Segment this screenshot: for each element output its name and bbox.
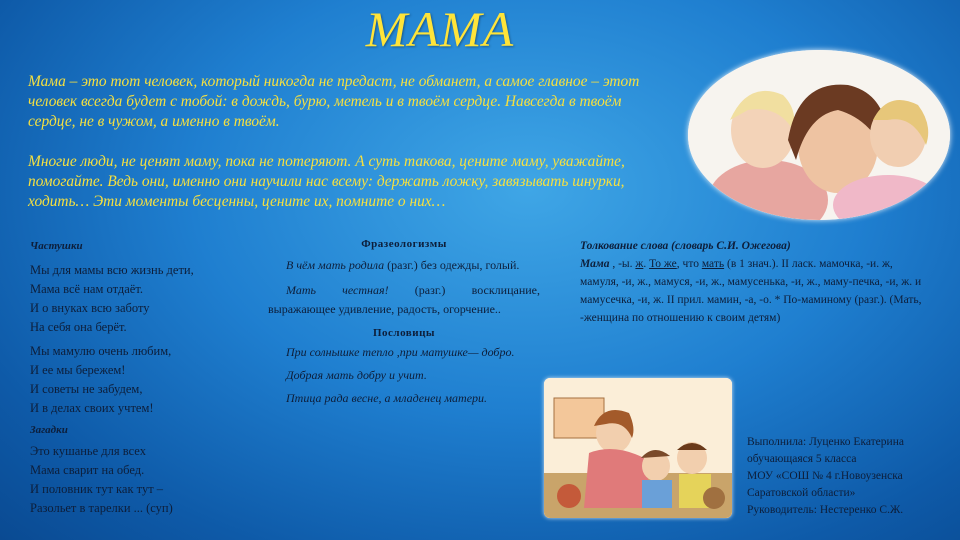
zagadki-heading: Загадки [30, 424, 68, 436]
proverb-3: Птица рада весне, а младенец матери. [286, 391, 488, 405]
riddle-line: Это кушанье для всех [30, 444, 146, 458]
dictionary-heading: Толкование слова (словарь С.И. Ожегова) [580, 240, 791, 252]
verse-line: Мы для мамы всю жизнь дети, [30, 263, 194, 277]
entry-link-same: То же [649, 258, 677, 270]
entry-link-gender: ж [635, 258, 644, 270]
poslovitsy-heading: Пословицы [372, 327, 436, 339]
dictionary-entry [580, 255, 925, 327]
entry-text: (в 1 знач.). II ласк. мамочка, -и. ж, мамуля, -и, ж., мамуся, -и, ж., мамусенька, -и, ж., маму-печка, -и, ж. и мамусечка, -и, ж. II прил. мамин, -а, -о. * По-маминому (разг.). (Мать, -женщина по отношению к своим детям) [580, 258, 922, 324]
proverb-2: Добрая мать добру и учит. [286, 368, 427, 382]
zagadki-riddle [30, 442, 262, 518]
page-title: МАМА [365, 1, 515, 57]
verse-line: На себя она берёт. [30, 320, 127, 334]
entry-text: , что [676, 258, 702, 270]
chastushki-column [30, 240, 262, 518]
entry-text: . [643, 258, 650, 270]
author-line: Руководитель: Нестеренко С.Ж. [747, 504, 904, 516]
idiom-2-phrase: Мать честная! [286, 283, 389, 297]
idiom-2-meaning: (разг.) восклицание, выражающее удивление, радость, огорчение.. [268, 283, 540, 316]
idiom-1 [268, 256, 540, 275]
idiom-1-meaning: (разг.) без одежды, голый. [384, 258, 520, 272]
dictionary-word: Мама [580, 258, 610, 270]
idiom-2 [268, 281, 540, 319]
riddle-line: Разольет в тарелки ... (суп) [30, 501, 173, 515]
intro-paragraph-1: Мама – это тот человек, который никогда не предаст, не обманет, а самое главное – этот человек всегда будет с тобой: в дождь, бурю, метель и в твоём сердце. Навсегда в твоём сердце, не в чужом, а именно в твоём. [28, 73, 640, 130]
chastushki-verse-2 [30, 342, 262, 418]
verse-line: И о внуках всю заботу [30, 301, 150, 315]
verse-line: И ее мы бережем! [30, 363, 126, 377]
verse-line: И в делах своих учтем! [30, 401, 154, 415]
author-line: МОУ «СОШ № 4 г.Новоузенска Саратовской области» [747, 470, 903, 499]
family-illustration-art [544, 378, 732, 518]
verse-line: Мама всё нам отдаёт. [30, 282, 143, 296]
author-line: Выполнила: Луценко Екатерина обучающаяся 5 класса [747, 436, 904, 465]
entry-text: , -ы. [609, 258, 636, 270]
chastushki-verse-1 [30, 261, 262, 337]
idioms-column [268, 238, 540, 408]
idiom-1-phrase: В чём мать родила [286, 258, 385, 272]
photo-illustration [688, 50, 950, 220]
entry-link-mother: мать [701, 258, 725, 270]
frazeologizmy-heading: Фразеологизмы [361, 238, 447, 250]
mother-children-photo [688, 50, 950, 220]
intro-paragraph-2: Многие люди, не ценят маму, пока не потеряют. А суть такова, цените маму, уважайте, помогайте. Ведь они, именно они научили нас всему: держать ложку, завязывать шнурки, ходить… Эти моменты бесценны, цените их, помните о них… [28, 153, 625, 210]
chastushki-heading: Частушки [30, 240, 83, 252]
riddle-line: Мама сварит на обед. [30, 463, 145, 477]
verse-line: И советы не забудем, [30, 382, 143, 396]
proverb-1: При солнышке тепло ,при матушке— добро. [286, 345, 515, 359]
dictionary-column [580, 237, 925, 327]
author-credits [747, 434, 947, 519]
family-illustration [544, 378, 732, 518]
riddle-line: И половник тут как тут – [30, 482, 164, 496]
verse-line: Мы мамулю очень любим, [30, 344, 172, 358]
